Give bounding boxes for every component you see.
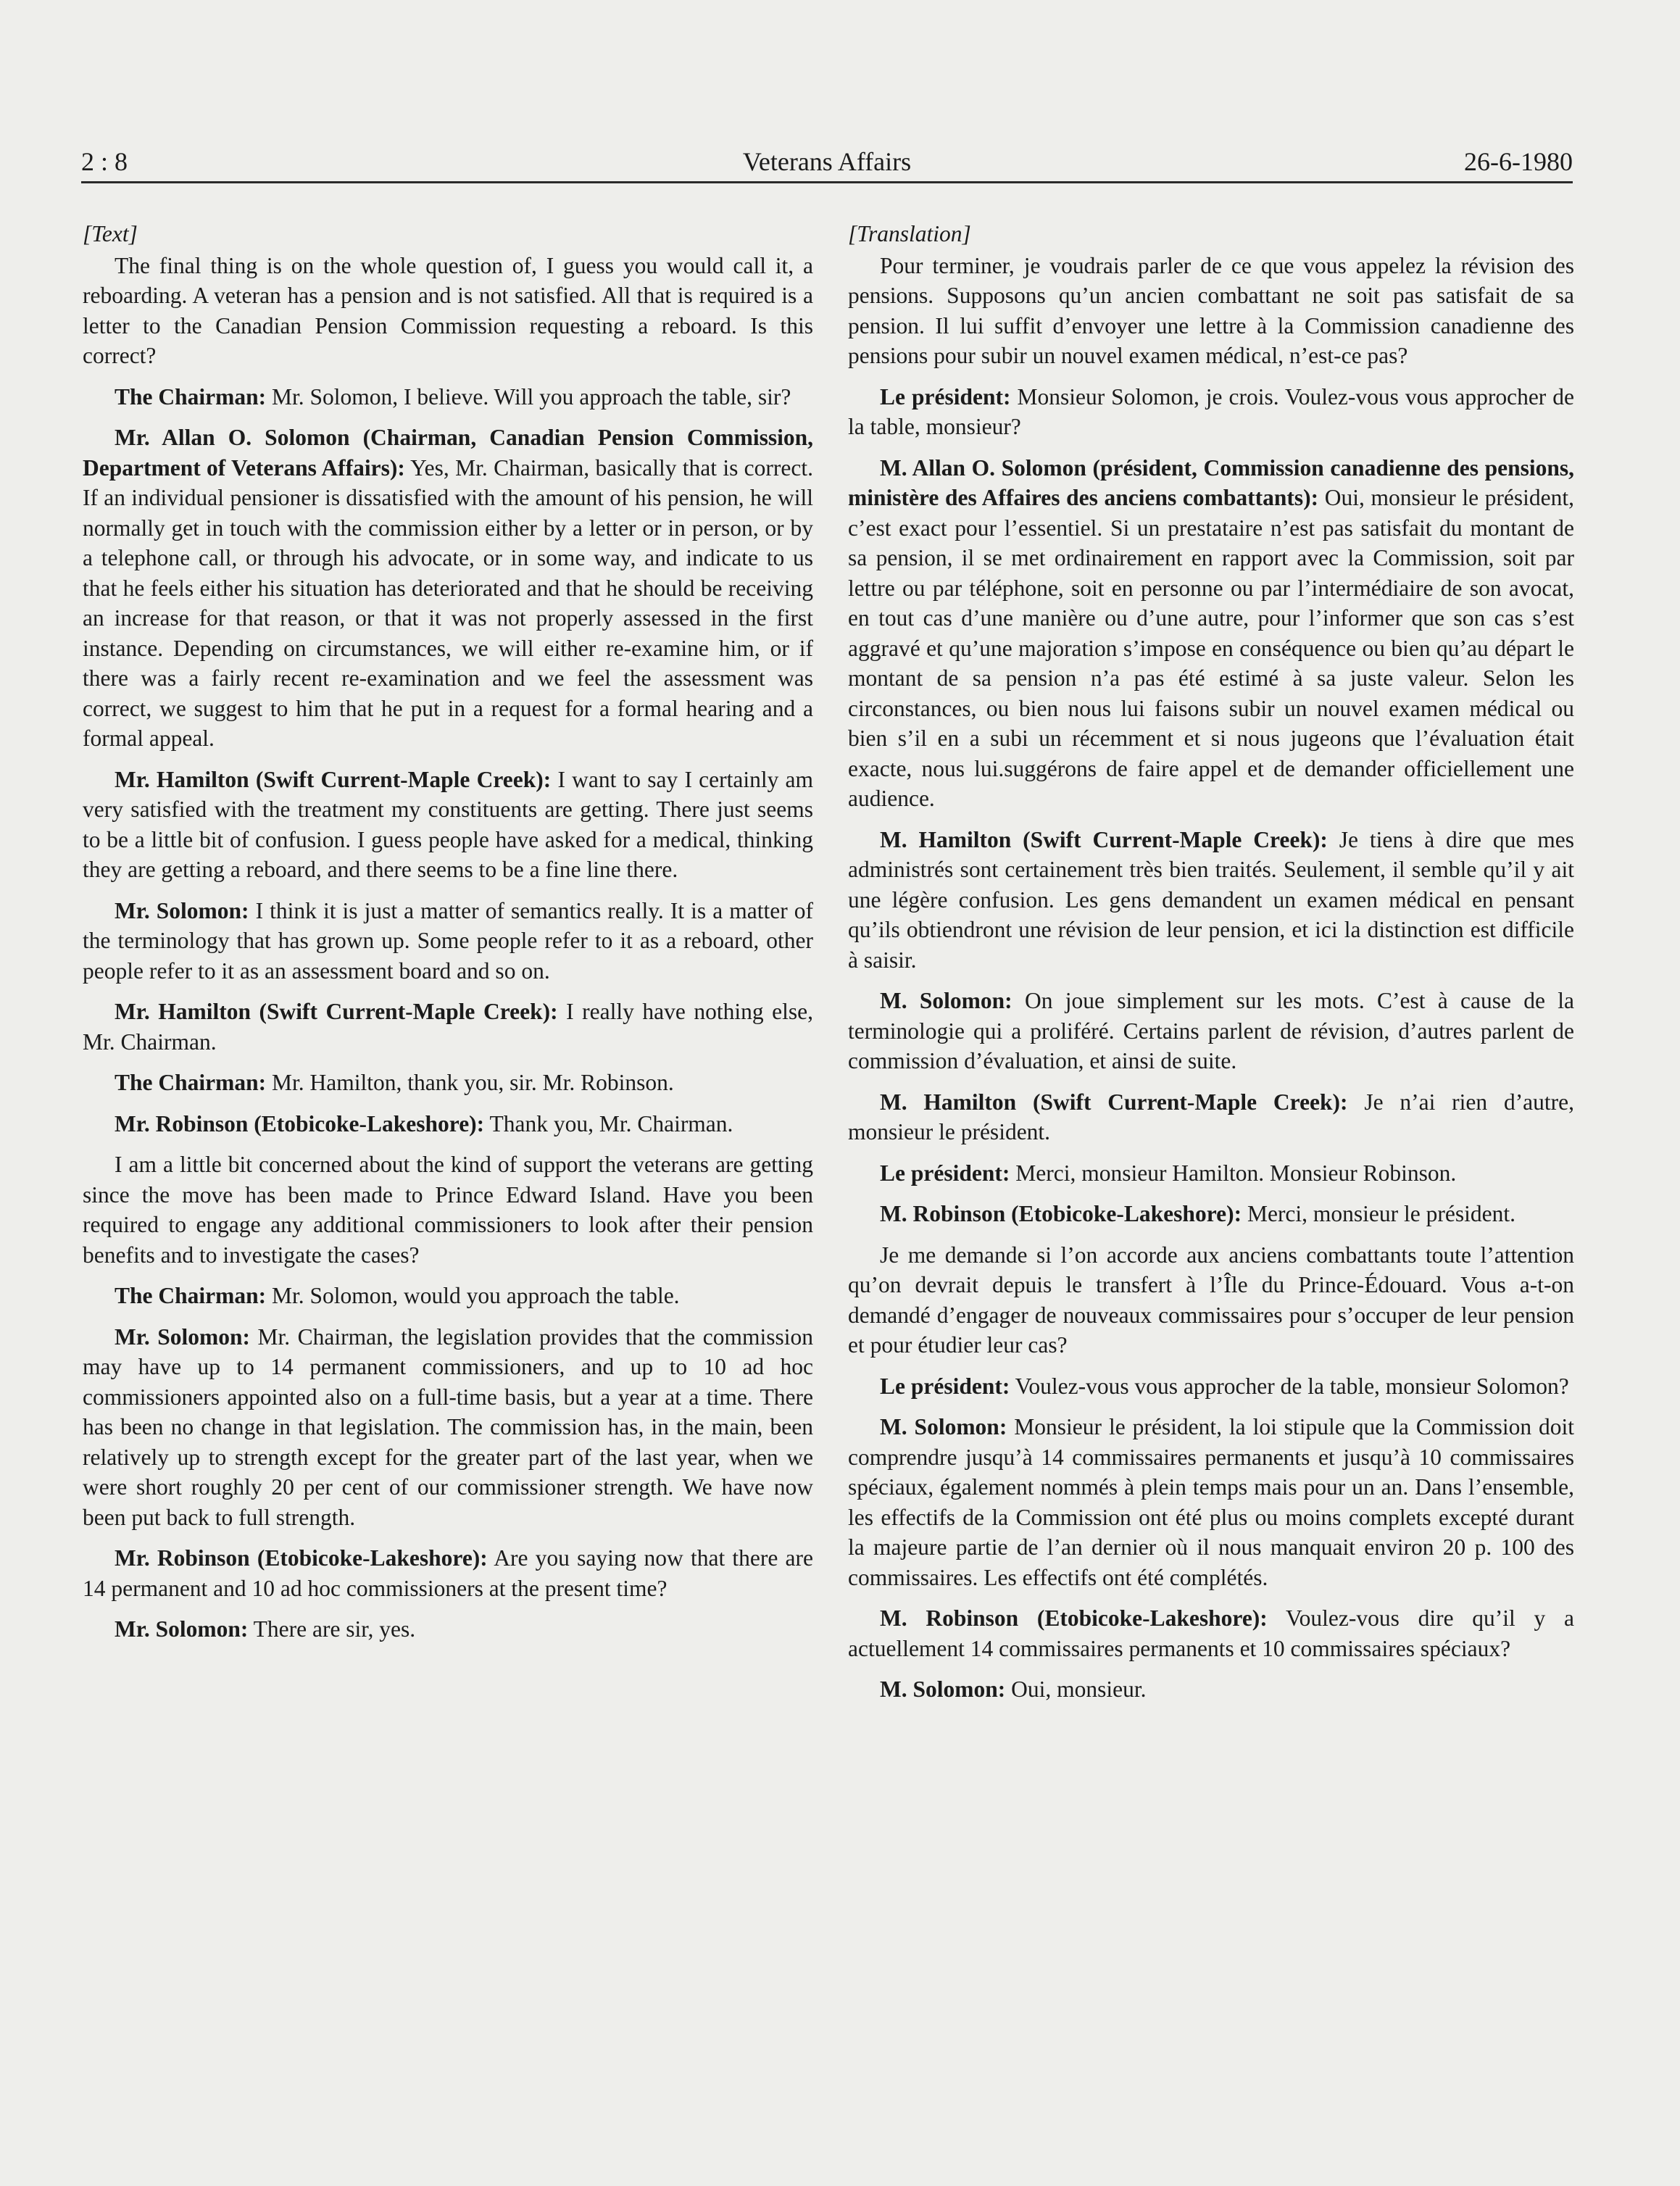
paragraph-text: Monsieur le président, la loi stipule que la Commission doit comprendre jusqu’à 14 commissaires permanents et jusqu’à 10 commissaires spéciaux, également nommés à plein temps mais pour un an. Dans l’ensemble, les effectifs de la Commission ont été plus ou moins complets excepté durant la majeure partie de l’an dernier où il nous manquait environ 20 p. 100 des commissaires. Les effectifs ont été complétés.	[848, 1414, 1575, 1590]
transcript-paragraph	[848, 1199, 1574, 1229]
transcript-paragraph	[83, 1281, 813, 1311]
speaker-name: Le président:	[880, 383, 1011, 410]
paragraph-text: I think it is just a matter of semantics really. It is a matter of the terminology that has grown up. Some people refer to it as a reboard, other people refer to it as an assessment board and so on.	[83, 897, 814, 984]
speaker-name: M. Robinson (Etobicoke-Lakeshore):	[880, 1605, 1268, 1631]
speaker-name: The Chairman:	[115, 1283, 267, 1308]
speaker-name: Mr. Allan O. Solomon (Chairman, Canadian Pension Commission, Department of Veterans Affairs):	[83, 425, 813, 481]
transcript-paragraph	[83, 1109, 813, 1139]
paragraph-text: I want to say I certainly am very satisfied with the treatment my constituents are getting. There just seems to be a little bit of confusion. I guess people have asked for a medical, thinking they are getting a reboard, and there seems to be a fine line there.	[83, 766, 814, 882]
transcript-paragraph	[83, 251, 813, 371]
speaker-name: The Chairman:	[115, 1070, 267, 1095]
paragraph-text: Je tiens à dire que mes administrés sont certainement très bien traités. Seulement, il semble qu’il y ait une légère confusion. Les gens demandent un examen médical en pensant qu’ils obtiendront une révision de leur pension, et ici la distinction est difficile à saisir.	[848, 826, 1574, 973]
transcript-paragraph	[83, 1322, 813, 1533]
header-rule	[81, 181, 1573, 183]
paragraph-text: Je me demande si l’on accorde aux anciens combattants toute l’attention qu’on devrait depuis le transfert à l’Île du Prince-Édouard. Vous a-t-on demandé d’engager de nouveaux commissaires pour s’occuper de leur pension et pour étudier leur cas?	[848, 1242, 1574, 1358]
transcript-paragraph	[848, 453, 1574, 814]
speaker-name: M. Solomon:	[880, 1414, 1007, 1439]
sitting-date: 26-6-1980	[1464, 147, 1573, 176]
paragraph-text: Merci, monsieur le président.	[1247, 1201, 1515, 1226]
transcript-paragraph	[83, 1068, 813, 1098]
paragraph-text: I am a little bit concerned about the kind of support the veterans are getting since the move has been made to Prince Edward Island. Have you been required to engage any additional commissioners to look after their pension benefits and to investigate the cases?	[83, 1152, 813, 1268]
paragraph-text: Merci, monsieur Hamilton. Monsieur Robinson.	[1015, 1160, 1457, 1186]
transcript-paragraph	[848, 1674, 1574, 1705]
paragraph-text: On joue simplement sur les mots. C’est à cause de la terminologie qui a proliféré. Certains parlent de révision, d’autres parlent de commission d’évaluation, et ainsi de suite.	[848, 988, 1575, 1073]
paragraph-text: I really have nothing else, Mr. Chairman.	[83, 999, 814, 1055]
transcript-paragraph	[83, 382, 813, 412]
speaker-name: Mr. Robinson (Etobicoke-Lakeshore):	[115, 1110, 485, 1136]
transcript-paragraph	[848, 1371, 1574, 1402]
speaker-name: M. Robinson (Etobicoke-Lakeshore):	[880, 1201, 1242, 1226]
transcript-paragraph	[848, 1412, 1574, 1592]
speaker-name: Mr. Solomon:	[115, 1323, 250, 1350]
speaker-name: M. Solomon:	[880, 988, 1012, 1013]
speaker-name: M. Hamilton (Swift Current-Maple Creek):	[880, 826, 1328, 852]
transcript-paragraph	[848, 251, 1574, 371]
transcript-paragraph	[83, 423, 813, 754]
transcript-paragraph	[848, 1087, 1574, 1147]
paragraph-text: The final thing is on the whole question of, I guess you would call it, a reboarding. A veteran has a pension and is not satisfied. All that is required is a letter to the Canadian Pension Commission requesting a reboard. Is this correct?	[83, 252, 813, 368]
transcript-paragraph	[83, 1543, 813, 1603]
transcript-paragraph	[848, 825, 1574, 976]
paragraph-text: Mr. Solomon, I believe. Will you approach the table, sir?	[272, 383, 791, 410]
paragraph-text: Voulez-vous dire qu’il y a actuellement 14 commissaires permanents et 10 commissaires spéciaux?	[848, 1605, 1574, 1661]
paragraph-text: Mr. Chairman, the legislation provides that the commission may have up to 14 permanent commissioners, and up to 10 ad hoc commissioners appointed also on a full-time basis, but a year at a time. There has been no change in that legislation. The commission has, in the main, been relatively up to strength except for the greater part of the last year, when we were short roughly 20 per cent of our commissioner strength. We have now been put back to full strength.	[83, 1323, 813, 1530]
transcript-paragraph	[83, 1150, 813, 1270]
transcript-paragraph	[83, 997, 813, 1057]
french-column	[848, 219, 1574, 1716]
speaker-name: Mr. Solomon:	[115, 1616, 249, 1642]
page-number: 2 : 8	[81, 147, 128, 176]
transcript-paragraph	[848, 1240, 1574, 1360]
paragraph-text: Monsieur Solomon, je crois. Voulez-vous vous approcher de la table, monsieur?	[848, 383, 1575, 439]
paragraph-text: Mr. Solomon, would you approach the table.	[272, 1283, 680, 1308]
speaker-name: Mr. Hamilton (Swift Current-Maple Creek):	[115, 766, 552, 792]
paragraph-text: Oui, monsieur le président, c’est exact pour l’essentiel. Si un prestataire n’est pas satisfait du montant de sa pension, il se met ordinairement en rapport avec la Commission, soit par lettre ou par téléphone, soit en personne ou par l’intermédiaire de son avocat, en tout cas d’une manière ou d’une autre, pour l’informer que son cas s’est aggravé et qu’une majoration s’impose en conséquence ou bien qu’au départ le montant de sa pension n’a pas été estimé à sa juste valeur. Selon les circonstances, ou bien nous lui faisons subir un nouvel examen médical ou bien s’il en a subi un récemment et si nous jugeons que l’évaluation était exacte, nous lui.suggérons de faire appel et de demander officiellement une audience.	[848, 485, 1575, 811]
speaker-name: M. Solomon:	[880, 1676, 1006, 1702]
column-label: [Text]	[83, 221, 138, 246]
speaker-name: The Chairman:	[115, 383, 267, 410]
page-header	[81, 145, 1573, 180]
speaker-name: Le président:	[880, 1160, 1010, 1186]
paragraph-text: Yes, Mr. Chairman, basically that is correct. If an individual pensioner is dissatisfied with the amount of his pension, he will normally get in touch with the commission either by a letter or in person, or by a telephone call, or through his advocate, or in some way, and indicate to us that he feels either his situation has deteriorated and that he should be receiving an increase for that reason, or that it was not properly assessed in the first instance. Depending on circumstances, we will either re-examine him, or if there was a fairly recent re-examination and we feel the assessment was correct, we suggest to him that he put in a request for a formal hearing and a formal appeal.	[83, 454, 813, 751]
publication-title: Veterans Affairs	[742, 147, 912, 176]
transcript-paragraph	[83, 1614, 813, 1645]
paragraph-text: Mr. Hamilton, thank you, sir. Mr. Robinson.	[272, 1070, 674, 1095]
speaker-name: Mr. Robinson (Etobicoke-Lakeshore):	[115, 1545, 488, 1571]
speaker-name: Le président:	[880, 1373, 1010, 1399]
paragraph-text: Voulez-vous vous approcher de la table, monsieur Solomon?	[1015, 1373, 1569, 1399]
speaker-name: Mr. Solomon:	[115, 897, 249, 923]
transcript-paragraph	[848, 382, 1574, 442]
paragraph-text: There are sir, yes.	[253, 1616, 416, 1642]
speaker-name: Mr. Hamilton (Swift Current-Maple Creek):	[115, 999, 558, 1024]
column-label: [Translation]	[848, 221, 971, 246]
speaker-name: M. Allan O. Solomon (président, Commission canadienne des pensions, ministère des Affaires des anciens combattants):	[848, 454, 1574, 510]
speaker-name: M. Hamilton (Swift Current-Maple Creek):	[880, 1089, 1348, 1115]
english-column	[83, 219, 813, 1655]
paragraph-text: Oui, monsieur.	[1011, 1676, 1147, 1702]
paragraph-text: Je n’ai rien d’autre, monsieur le président.	[848, 1089, 1575, 1144]
paragraph-text: Pour terminer, je voudrais parler de ce que vous appelez la révision des pensions. Supposons qu’un ancien combattant ne soit pas satisfait de sa pension. Il lui suffit d’envoyer une lettre à la Commission canadienne des pensions pour subir un nouvel examen médical, n’est-ce pas?	[848, 252, 1574, 368]
transcript-paragraph	[848, 1603, 1574, 1663]
paragraph-text: Are you saying now that there are 14 permanent and 10 ad hoc commissioners at the present time?	[83, 1545, 813, 1601]
transcript-paragraph	[83, 765, 813, 885]
transcript-paragraph	[848, 1158, 1574, 1189]
transcript-paragraph	[848, 986, 1574, 1076]
paragraph-text: Thank you, Mr. Chairman.	[489, 1110, 733, 1136]
transcript-paragraph	[83, 896, 813, 986]
